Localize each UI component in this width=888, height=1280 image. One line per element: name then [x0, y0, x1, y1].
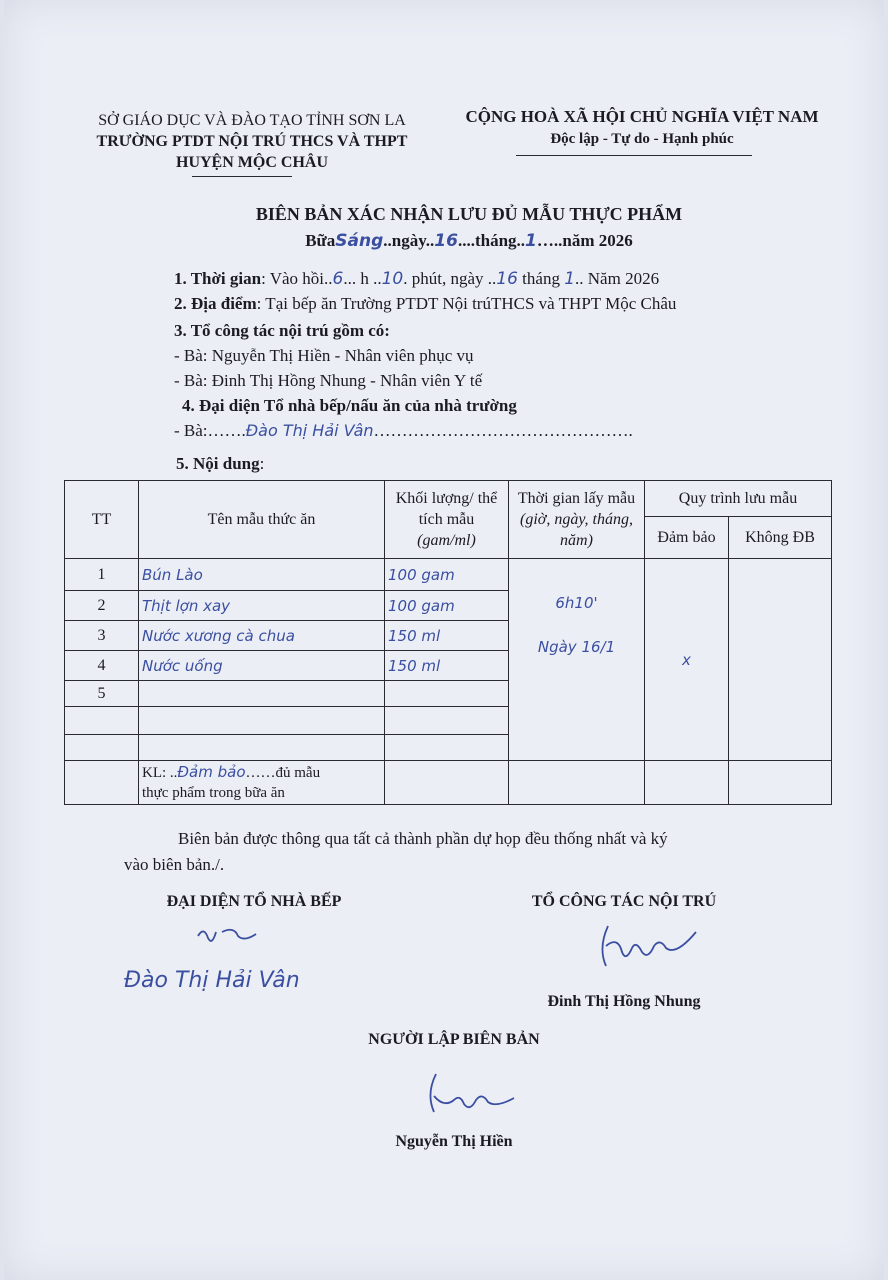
row-tt: 4 [65, 651, 139, 681]
conclusion-line1: Biên bản được thông qua tất cả thành phần dự họp đều thống nhất và ký [178, 829, 668, 848]
table-row [65, 559, 832, 591]
kl-prefix: KL: .. [142, 765, 178, 781]
col-header-time-unit: (giờ, ngày, tháng, năm) [520, 511, 633, 549]
header-right-underline [516, 155, 752, 156]
team-sign-title: TỔ CÔNG TÁC NỘI TRÚ [531, 893, 717, 910]
header-left-underline [192, 176, 292, 177]
row-tt: 3 [65, 621, 139, 651]
conclusion-notok-cell [729, 761, 832, 805]
header-left-line1: SỞ GIÁO DỤC VÀ ĐÀO TẠO TỈNH SƠN LA [98, 112, 406, 129]
conclusion-row [65, 761, 832, 805]
kitchen-rep-line [174, 420, 814, 442]
row-food-name: Bún Lào [139, 559, 385, 591]
meal-label: Bữa [305, 231, 336, 250]
col-header-time-text: Thời gian lấy mẫu [517, 490, 636, 507]
conclusion-qty-cell [385, 761, 509, 805]
author-signature-icon [424, 1068, 524, 1118]
sample-date-value: Ngày 16/1 [537, 638, 616, 656]
section-content-label: 5. Nội dung [176, 454, 260, 473]
row-food-name: Nước xương cà chua [139, 621, 385, 651]
time-hour: 6 [332, 269, 344, 289]
conclusion-time-cell [509, 761, 645, 805]
col-header-process: Quy trình lưu mẫu [645, 481, 832, 517]
kitchen-rep-prefix: - Bà:……. [174, 421, 246, 440]
samples-table [64, 480, 832, 805]
document-page [4, 0, 884, 1280]
row-qty: 100 gam [385, 559, 509, 591]
kl-line2: thực phẩm trong bữa ăn [142, 785, 285, 801]
team-member-1: - Bà: Nguyễn Thị Hiền - Nhân viên phục vụ [174, 346, 474, 365]
section-time-text-c: . phút, ngày .. [403, 269, 497, 288]
time-month: 1 [564, 269, 576, 289]
col-header-qty-text: Khối lượng/ thể tích mẫu [395, 490, 498, 528]
document-title: BIÊN BẢN XÁC NHẬN LƯU ĐỦ MẪU THỰC PHẨM [255, 204, 683, 224]
kitchen-sign-name: Đào Thị Hải Vân [124, 968, 300, 993]
author-sign-name: Nguyễn Thị Hiền [395, 1133, 513, 1150]
row-food-name [139, 707, 385, 735]
time-minute: 10 [381, 269, 404, 289]
section-location [174, 293, 864, 315]
section-time-text-e: .. Năm 2026 [575, 269, 660, 288]
row-qty [385, 735, 509, 761]
col-header-tt: TT [65, 481, 139, 559]
row-qty: 100 gam [385, 591, 509, 621]
section-time-text-b: ... h .. [343, 269, 382, 288]
row-food-name: Thịt lợn xay [139, 591, 385, 621]
section-content-colon: : [259, 454, 265, 473]
row-tt [65, 707, 139, 735]
col-header-qty-unit: (gam/ml) [417, 532, 476, 549]
sample-time-cell [509, 559, 645, 761]
col-header-time [509, 481, 645, 559]
row-tt: 1 [65, 559, 139, 591]
team-signature-icon [596, 918, 716, 972]
row-tt: 2 [65, 591, 139, 621]
section-location-text: : Tại bếp ăn Trường PTDT Nội trúTHCS và THPT Mộc Châu [256, 294, 677, 313]
col-header-qty [385, 481, 509, 559]
col-header-notok: Không ĐB [729, 517, 832, 559]
sample-time-value: 6h10' [555, 594, 598, 612]
section-time-text-a: : Vào hồi.. [261, 269, 333, 288]
notok-cell [729, 559, 832, 761]
row-tt [65, 735, 139, 761]
row-qty [385, 707, 509, 735]
row-food-name: Nước uống [139, 651, 385, 681]
section-time-label: 1. Thời gian [174, 269, 262, 288]
row-tt: 5 [65, 681, 139, 707]
row-food-name [139, 681, 385, 707]
meal-day: 16 [434, 231, 458, 251]
meal-name: Sáng [335, 231, 384, 251]
meal-year-label: …..năm 2026 [536, 231, 633, 250]
header-right-line2: Độc lập - Tự do - Hạnh phúc [550, 131, 734, 147]
section-time [174, 268, 854, 290]
kl-value: Đảm bảo [177, 763, 246, 781]
conclusion-ok-cell [645, 761, 729, 805]
ok-mark: x [682, 651, 691, 669]
section-team-label: 3. Tổ công tác nội trú gồm có: [174, 321, 390, 340]
section-time-text-d: tháng [517, 269, 565, 288]
ok-cell [645, 559, 729, 761]
conclusion-empty-cell [65, 761, 139, 805]
col-header-name: Tên mẫu thức ăn [139, 481, 385, 559]
header-left [62, 110, 442, 173]
meal-line [114, 231, 824, 251]
row-qty [385, 681, 509, 707]
kitchen-rep-suffix: ………………………………………. [373, 421, 633, 440]
time-day: 16 [496, 269, 518, 289]
section-location-label: 2. Địa điểm [174, 294, 257, 313]
col-header-ok: Đảm bảo [645, 517, 729, 559]
team-sign-name: Đinh Thị Hồng Nhung [547, 993, 701, 1010]
team-member-2: - Bà: Đinh Thị Hồng Nhung - Nhân viên Y tế [174, 371, 483, 390]
meal-day-label: ..ngày.. [383, 231, 435, 250]
conclusion-line2: vào biên bản./. [124, 855, 225, 874]
header-left-line2: TRƯỜNG PTDT NỘI TRÚ THCS VÀ THPT [96, 133, 408, 150]
section-content [176, 453, 476, 475]
kitchen-rep-name: Đào Thị Hải Vân [245, 421, 374, 440]
header-right-line1: CỘNG HOÀ XÃ HỘI CHỦ NGHĨA VIỆT NAM [465, 107, 819, 126]
header-left-line3: HUYỆN MỘC CHÂU [176, 154, 328, 171]
header-right [456, 106, 828, 151]
meal-month: 1 [525, 231, 537, 251]
section-kitchen-label: 4. Đại diện Tổ nhà bếp/nấu ăn của nhà trường [182, 396, 517, 415]
row-qty: 150 ml [385, 651, 509, 681]
kl-cell [139, 761, 385, 805]
meal-month-label: ....tháng.. [457, 231, 526, 250]
author-sign-title: NGƯỜI LẬP BIÊN BẢN [368, 1031, 540, 1048]
row-food-name [139, 735, 385, 761]
kitchen-signature-icon [194, 918, 264, 948]
kitchen-sign-title: ĐẠI DIỆN TỔ NHÀ BẾP [166, 893, 342, 910]
kl-suffix: ……đủ mẫu [245, 765, 321, 781]
row-qty: 150 ml [385, 621, 509, 651]
